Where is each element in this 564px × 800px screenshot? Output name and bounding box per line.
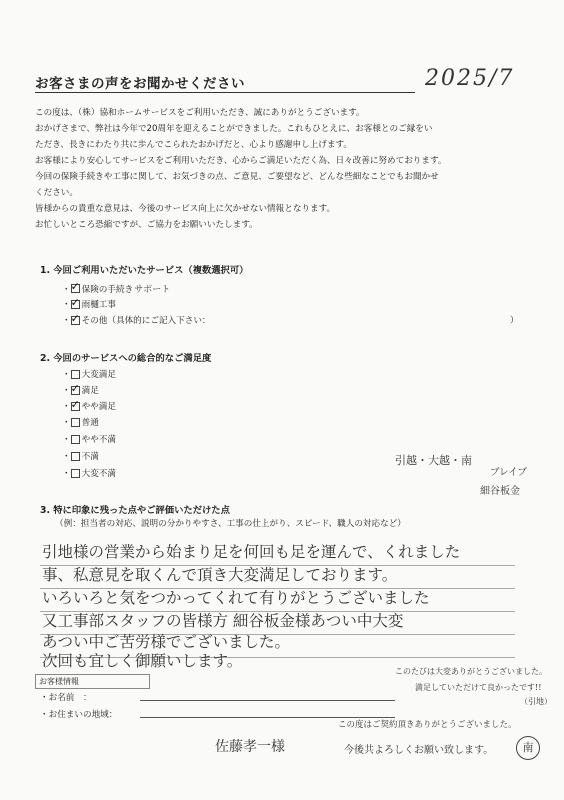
checkbox[interactable] [70,381,80,395]
q2-title: 2. 今回のサービスへの総合的なご満足度 [40,353,212,364]
checkbox[interactable] [70,295,80,309]
intro-line: お客様により安心してサービスをご利用いただき、心からご満足いただく為、日々改善に努めております。 [35,156,447,166]
handwritten-company-note: 細谷板金 [480,486,520,497]
checkbox[interactable] [71,452,80,461]
q1-option[interactable]: ・ ✓ 雨樋工事 [62,295,116,310]
staff-reply-line: この度はご契約頂きありがとうございました。 [338,720,517,730]
area-label: ・お住まいの地域： [40,710,118,720]
staff-reply-line: このたびは大変ありがとうございました。 [395,667,547,676]
name-label: ・お名前 ： [40,693,92,703]
name-field[interactable] [140,700,395,701]
checkbox[interactable] [70,280,80,293]
staff-reply-signature: （引地） [520,697,552,706]
check-mark-icon: ✓ [70,295,80,309]
intro-line: 皆様からの貴重な意見は、今後のサービス向上に欠かせない情報となります。 [35,204,336,214]
q1-option[interactable]: ・ ✓ 保険の手続き サポート [62,280,171,295]
checkbox[interactable] [71,469,80,478]
title-underline [35,92,415,93]
q2-option[interactable]: ・ 不満 [62,452,99,462]
paren-close: ） [510,316,519,326]
intro-line: ただき、長きにわたり共に歩んでこられたおかげだと、心より感謝申し上げます。 [35,140,352,150]
check-mark-icon: ✓ [70,397,80,411]
staff-reply-line: 満足していただけて良かったです!! [415,683,542,692]
q1-option[interactable]: ・ ✓ その他（具体的にご記入下さい： [62,311,211,326]
q1-title: 1. 今回ご利用いただいたサービス（複数選択可） [40,265,249,276]
handwritten-answer-line: あつい中ご苦労様でございました。 [42,633,291,651]
handwritten-answer-line: 次回も宜しく御願いします。 [42,652,243,670]
customer-signature: 佐藤孝一様 [215,739,285,755]
intro-line: ください。 [35,188,78,198]
staff-reply-line: 今後共よろしくお願い致します。 [344,745,494,756]
q2-option[interactable]: ・ 大変満足 [62,370,116,380]
checkbox[interactable] [70,397,80,411]
checkbox[interactable] [71,370,80,379]
customer-info-box: お客様情報 [35,674,150,689]
handwritten-answer-line: 又工事部スタッフの皆様方 細谷板金様あつい中大変 [42,612,404,630]
page-title: お客さまの声をお聞かせください [35,76,245,92]
intro-line: 今回の保険手続きや工事に関して、お気づきの点、ご意見、ご要望など、どんな些細なことでもお聞かせ [35,172,439,182]
checkbox[interactable] [71,418,80,427]
q2-option[interactable]: ・ ✓ 満足 [62,381,99,396]
intro-line: お忙しいところ恐縮ですが、ご協力をお願いいたします。 [35,220,258,230]
handwritten-answer-line: いろいろと気をつかってくれて有りがとうございました [42,589,430,607]
q2-option[interactable]: ・ ✓ やや満足 [62,397,116,412]
check-mark-icon: ✓ [70,311,80,325]
q2-option[interactable]: ・ 普通 [62,418,99,428]
handwritten-staff-note: 引越・大越・南 [395,454,472,467]
intro-line: この度は、（株）協和ホームサービスをご利用いただき、誠にありがとうございます。 [35,108,365,118]
handwritten-date: 2025/7 [425,66,515,91]
handwritten-company-note: ブレイブ [490,467,527,478]
handwritten-answer-line: 引地様の営業から始まり足を何回も足を運んで、くれました [42,543,461,561]
checkbox[interactable] [70,311,80,325]
checkbox[interactable] [71,435,80,444]
q2-option[interactable]: ・ 大変不満 [62,469,116,479]
seal-stamp: 南 [516,736,540,760]
check-mark-icon: ✓ [70,381,80,395]
handwritten-note: サポート [134,285,171,295]
q3-title: 3. 特に印象に残った点やご評価いただけた点 [40,505,230,516]
q2-option[interactable]: ・ やや不満 [62,435,116,445]
q3-example: （例：担当者の対応、説明の分かりやすさ、工事の仕上がり、スピード、職人の対応など） [55,519,406,529]
check-mark-icon: ✓ [70,280,80,293]
intro-line: おかげさまで、弊社は今年で20周年を迎えることができました。これもひとえに、お客様とのご縁をい [35,124,433,134]
handwritten-answer-line: 事、私意見を取くんで頂き大変満足しております。 [42,566,398,584]
